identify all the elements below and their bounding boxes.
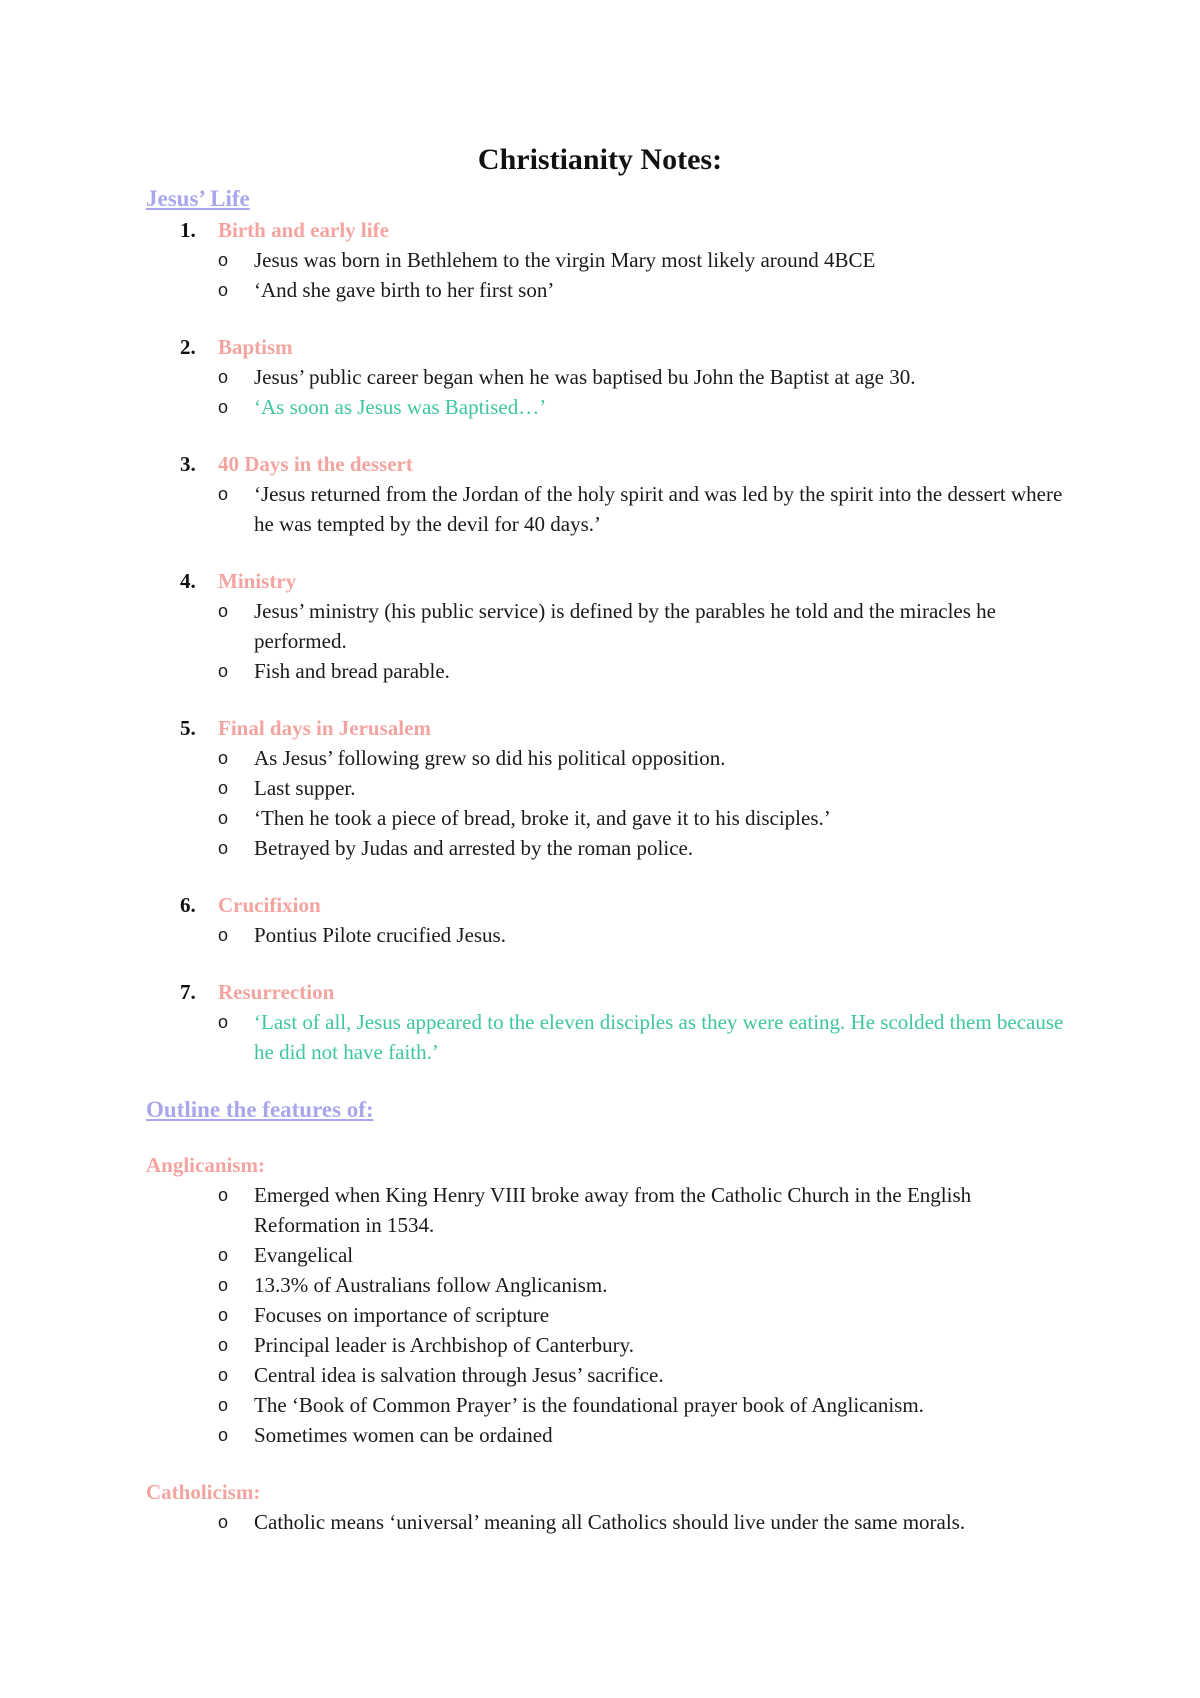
section-heading-jesus-life: Jesus’ Life [146,186,250,211]
bullet-marker: o [218,1335,229,1355]
item-heading: Crucifixion [218,893,321,917]
bullet-marker: o [218,484,229,504]
bullet-marker: o [218,280,229,300]
bullet-point [218,803,1076,833]
bullet-text: Jesus’ public career began when he was baptised bu John the Baptist at age 30. [254,365,916,389]
bullet-point [218,479,1076,539]
bullet-text: ‘Last of all, Jesus appeared to the eleven disciples as they were eating. He scolded them because he did not have faith.’ [254,1010,1064,1064]
bullet-marker: o [218,925,229,945]
item-heading: Resurrection [218,980,335,1004]
bullet-text: Pontius Pilote crucified Jesus. [254,923,506,947]
bullet-text: Sometimes women can be ordained [254,1423,553,1447]
life-item [146,332,1076,422]
bullet-point [218,743,1076,773]
bullet-text: ‘And she gave birth to her first son’ [254,278,555,302]
feature-heading: Anglicanism: [146,1153,266,1177]
bullet-marker: o [218,1395,229,1415]
bullet-marker: o [218,661,229,681]
bullet-point [218,1270,1076,1300]
life-item [146,566,1076,686]
item-heading: Ministry [218,569,297,593]
feature-bullets [146,1180,1076,1450]
outline-sections [146,1150,1076,1537]
item-heading: Final days in Jerusalem [218,716,431,740]
bullet-marker: o [218,838,229,858]
bullet-marker: o [218,748,229,768]
jesus-life-list [146,215,1076,1067]
item-bullets [218,596,1076,686]
feature-heading: Catholicism: [146,1480,261,1504]
item-number: 3. [180,452,196,476]
bullet-text: Jesus’ ministry (his public service) is defined by the parables he told and the miracles he performed. [254,599,996,653]
notes-content [146,183,1076,1537]
bullet-marker: o [218,397,229,417]
bullet-text: Emerged when King Henry VIII broke away from the Catholic Church in the English Reformation in 1534. [254,1183,972,1237]
item-number: 6. [180,893,196,917]
bullet-marker: o [218,1425,229,1445]
item-bullets [218,1007,1076,1067]
item-bullets [218,743,1076,863]
bullet-point [218,245,1076,275]
bullet-point [218,1360,1076,1390]
item-number: 1. [180,218,196,242]
bullet-marker: o [218,1365,229,1385]
item-number: 5. [180,716,196,740]
life-item [146,713,1076,863]
page-title: Christianity Notes: [477,143,723,176]
bullet-marker: o [218,808,229,828]
section-heading-outline: Outline the features of: [146,1097,374,1122]
item-bullets [218,245,1076,305]
bullet-marker: o [218,601,229,621]
bullet-marker: o [218,1305,229,1325]
item-bullets [218,362,1076,422]
bullet-marker: o [218,1185,229,1205]
quote-bullet [218,392,1076,422]
item-number: 4. [180,569,196,593]
bullet-point [218,1507,1076,1537]
bullet-marker: o [218,778,229,798]
item-number: 7. [180,980,196,1004]
feature-bullets [146,1507,1076,1537]
bullet-text: As Jesus’ following grew so did his political opposition. [254,746,726,770]
item-bullets [218,479,1076,539]
bullet-point [218,275,1076,305]
bullet-text: Betrayed by Judas and arrested by the roman police. [254,836,694,860]
bullet-text: Jesus was born in Bethlehem to the virgin Mary most likely around 4BCE [254,248,876,272]
bullet-text: ‘Then he took a piece of bread, broke it, and gave it to his disciples.’ [254,806,831,830]
bullet-point [218,1390,1076,1420]
bullet-text: Catholic means ‘universal’ meaning all Catholics should live under the same morals. [254,1510,966,1534]
life-item [146,890,1076,950]
bullet-text: Focuses on importance of scripture [254,1303,550,1327]
bullet-point [218,596,1076,656]
bullet-text: Last supper. [254,776,356,800]
bullet-text: The ‘Book of Common Prayer’ is the foundational prayer book of Anglicanism. [254,1393,924,1417]
bullet-point [218,1180,1076,1240]
item-bullets [218,920,1076,950]
bullet-marker: o [218,1245,229,1265]
item-heading: 40 Days in the dessert [218,452,413,476]
bullet-text: Evangelical [254,1243,354,1267]
bullet-point [218,1420,1076,1450]
bullet-point [218,656,1076,686]
bullet-point [218,920,1076,950]
bullet-marker: o [218,1275,229,1295]
item-number: 2. [180,335,196,359]
bullet-point [218,1330,1076,1360]
item-heading: Birth and early life [218,218,389,242]
quote-bullet [218,1007,1076,1067]
bullet-text: ‘As soon as Jesus was Baptised…’ [254,395,547,419]
bullet-point [218,773,1076,803]
life-item [146,977,1076,1067]
bullet-marker: o [218,250,229,270]
life-item [146,449,1076,539]
bullet-text: Principal leader is Archbishop of Canterbury. [254,1333,635,1357]
life-item [146,215,1076,305]
bullet-point [218,1240,1076,1270]
bullet-point [218,833,1076,863]
item-heading: Baptism [218,335,293,359]
bullet-text: Central idea is salvation through Jesus’ sacrifice. [254,1363,664,1387]
bullet-text: Fish and bread parable. [254,659,450,683]
bullet-text: ‘Jesus returned from the Jordan of the holy spirit and was led by the spirit into the dessert where he was tempted by the devil for 40 days.’ [254,482,1063,536]
bullet-marker: o [218,1512,229,1532]
bullet-point [218,362,1076,392]
bullet-text: 13.3% of Australians follow Anglicanism. [254,1273,608,1297]
bullet-marker: o [218,1012,229,1032]
bullet-point [218,1300,1076,1330]
bullet-marker: o [218,367,229,387]
